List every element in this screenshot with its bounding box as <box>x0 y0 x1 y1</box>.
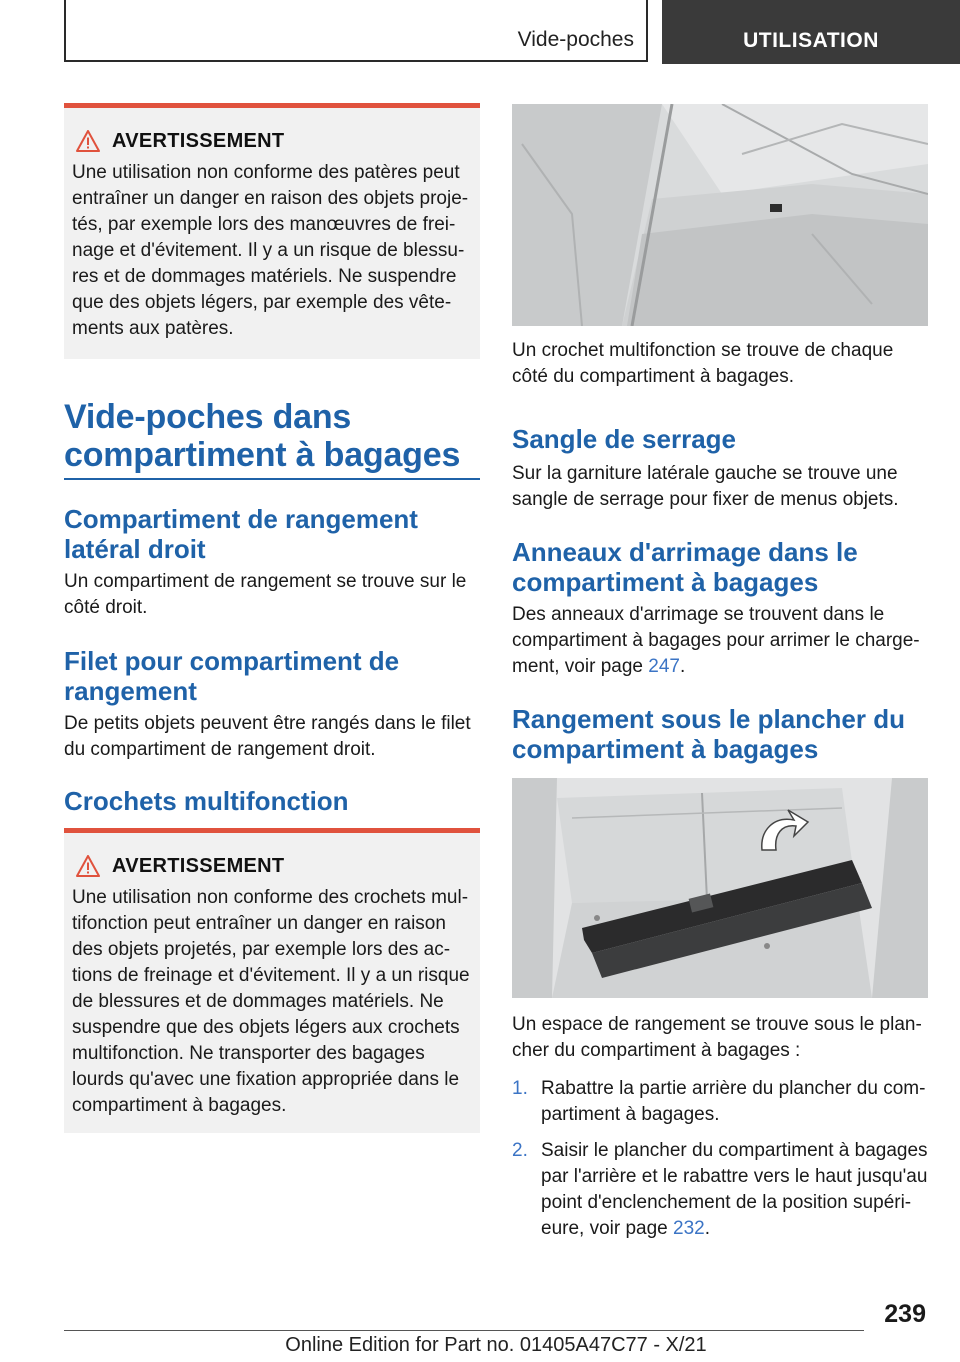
page-link-232[interactable]: 232 <box>673 1218 705 1239</box>
step-number: 2. <box>512 1140 528 1161</box>
warning-triangle-icon <box>76 855 100 877</box>
warning-text: Une utilisation non conforme des patères peut entraîner un danger en raison des objets proje‐ tés, par exemple lors des manœuvres de frei‐ nage et d'évitement. Il y a un risque de blessu‐ res et de dommages matériels. Ne suspendre que des objets légers, par exemple des vête‐ ments aux patères. <box>72 162 469 339</box>
warning-title: AVERTISSEMENT <box>112 853 472 879</box>
header-chapter-tab: UTILISATION <box>662 0 960 64</box>
step-text: Saisir le plancher du compartiment à bagages par l'arrière et le rabattre vers le haut jusqu'au point d'enclenchement de la position supéri‐ eure, voir page 232. <box>541 1140 928 1239</box>
underfloor-storage-illustration <box>512 778 928 998</box>
heading-lashing-rings: Anneaux d'arrimage dans le compartiment à bagages <box>512 537 858 597</box>
heading-multifunction-hooks: Crochets multifonction <box>64 786 349 816</box>
text-lashing-rings: Des anneaux d'arrimage se trouvent dans le compartiment à bagages pour arrimer le charge‐ ment, voir page 247. <box>512 604 920 677</box>
warning-box-multifunction-hooks <box>64 828 480 1133</box>
text-net: De petits objets peuvent être rangés dans le filet du compartiment de rangement droit. <box>64 713 471 760</box>
heading-net: Filet pour compartiment de rangement <box>64 646 400 706</box>
warning-box-hooks-panel <box>64 103 480 359</box>
text-right-compartment: Un compartiment de rangement se trouve sur le côté droit. <box>64 571 467 618</box>
heading-underfloor-storage: Rangement sous le plancher du compartiment à bagages <box>512 704 905 764</box>
trunk-hook-illustration <box>512 104 928 326</box>
text-tension-strap: Sur la garniture latérale gauche se trouve une sangle de serrage pour fixer de menus objets. <box>512 463 899 510</box>
page-number: 239 <box>884 1300 926 1328</box>
caption-underfloor: Un espace de rangement se trouve sous le plan‐ cher du compartiment à bagages : <box>512 1014 922 1061</box>
heading-tension-strap: Sangle de serrage <box>512 424 736 454</box>
heading-right-compartment: Compartiment de rangement latéral droit <box>64 504 418 564</box>
header-section-title: Vide-poches <box>517 28 634 51</box>
caption-hooks: Un crochet multifonction se trouve de chaque côté du compartiment à bagages. <box>512 340 894 387</box>
page-link-247[interactable]: 247 <box>648 656 680 677</box>
step-number: 1. <box>512 1078 528 1099</box>
step-list <box>512 1076 928 1248</box>
page-title: Vide-poches dans compartiment à bagages <box>64 398 461 474</box>
warning-title: AVERTISSEMENT <box>112 128 472 154</box>
list-item <box>512 1076 928 1138</box>
warning-text: Une utilisation non conforme des crochets mul‐ tifonction peut entraîner un danger en raison des objets projetés, par exemple lors des ac‐ tions de freinage et d'évitement. Il y a un risque de blessures et de dommages matériels. Ne suspendre que des objets légers aux crochets multifonction. Ne transporter des bagages lourds qu'avec une fixation appropriée dans le compartiment à bagages. <box>72 887 470 1116</box>
footer-edition: Online Edition for Part no. 01405A47C77 - X/21 <box>285 1334 707 1356</box>
warning-triangle-icon <box>76 130 100 152</box>
footer-divider <box>64 1330 864 1331</box>
list-item <box>512 1138 928 1248</box>
title-divider <box>64 478 480 480</box>
step-text: Rabattre la partie arrière du plancher du com‐ partiment à bagages. <box>541 1078 926 1125</box>
